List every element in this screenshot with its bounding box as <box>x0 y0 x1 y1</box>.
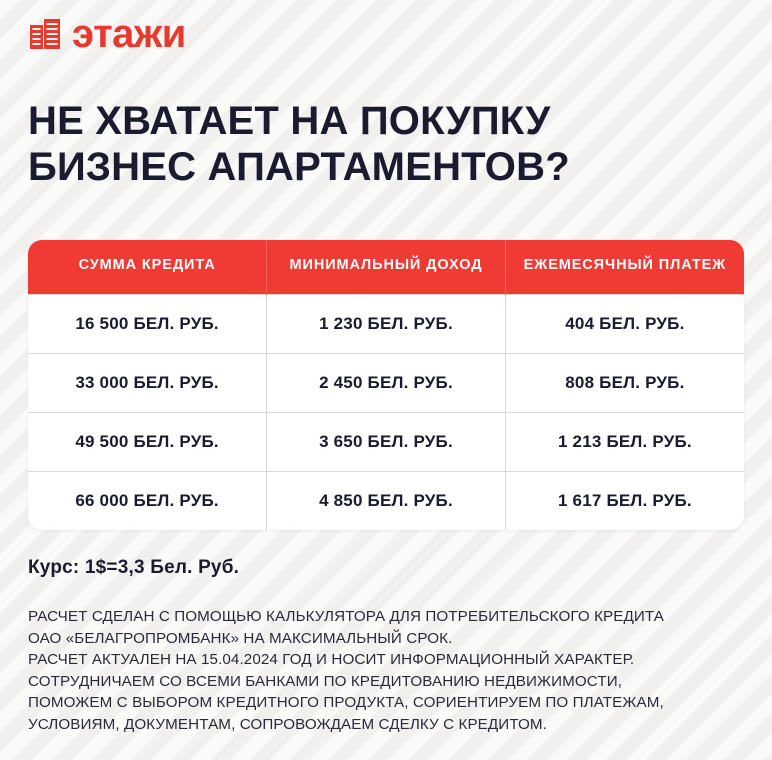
cell-credit-sum: 49 500 БЕЛ. РУБ. <box>28 412 267 471</box>
column-header-credit-sum: СУММА КРЕДИТА <box>28 240 267 294</box>
table-row <box>28 471 744 530</box>
credit-table <box>28 240 744 530</box>
cell-credit-sum: 66 000 БЕЛ. РУБ. <box>28 471 267 530</box>
exchange-rate-note: Курс: 1$=3,3 Бел. Руб. <box>28 557 240 578</box>
cell-credit-sum: 16 500 БЕЛ. РУБ. <box>28 294 267 353</box>
cell-min-income: 2 450 БЕЛ. РУБ. <box>267 353 506 412</box>
cell-credit-sum: 33 000 БЕЛ. РУБ. <box>28 353 267 412</box>
brand-logo <box>28 14 186 54</box>
column-header-monthly-payment: ЕЖЕМЕСЯЧНЫЙ ПЛАТЕЖ <box>505 240 744 294</box>
headline-line-1: НЕ ХВАТАЕТ НА ПОКУПКУ <box>28 99 551 143</box>
table-row <box>28 412 744 471</box>
building-logo-icon <box>28 17 62 51</box>
cell-monthly-payment: 404 БЕЛ. РУБ. <box>505 294 744 353</box>
disclaimer-line-1: РАСЧЕТ СДЕЛАН С ПОМОЩЬЮ КАЛЬКУЛЯТОРА ДЛЯ ПОТРЕБИТЕЛЬСКОГО КРЕДИТА <box>28 608 664 625</box>
disclaimer-line-3: РАСЧЕТ АКТУАЛЕН НА 15.04.2024 ГОД И НОСИТ ИНФОРМАЦИОННЫЙ ХАРАКТЕР. <box>28 651 635 669</box>
table-header-row <box>28 240 744 294</box>
cell-min-income: 4 850 БЕЛ. РУБ. <box>267 471 506 530</box>
table-row <box>28 294 744 353</box>
disclaimer-line-5: ПОМОЖЕМ С ВЫБОРОМ КРЕДИТНОГО ПРОДУКТА, СОРИЕНТИРУЕМ ПО ПЛАТЕЖАМ, <box>28 694 664 712</box>
disclaimer-text <box>28 606 744 735</box>
disclaimer-line-6: УСЛОВИЯМ, ДОКУМЕНТАМ, СОПРОВОЖДАЕМ СДЕЛКУ С КРЕДИТОМ. <box>28 715 547 733</box>
table-row <box>28 353 744 412</box>
disclaimer-line-4: СОТРУДНИЧАЕМ СО ВСЕМИ БАНКАМИ ПО КРЕДИТОВАНИЮ НЕДВИЖИМОСТИ, <box>28 672 623 690</box>
disclaimer-line-2: ОАО «БЕЛАГРОПРОМБАНК» НА МАКСИМАЛЬНЫЙ СРОК. <box>28 629 453 647</box>
cell-min-income: 3 650 БЕЛ. РУБ. <box>267 412 506 471</box>
brand-name: этажи <box>72 12 186 56</box>
headline-line-2: БИЗНЕС АПАРТАМЕНТОВ? <box>28 145 570 190</box>
page-title <box>28 98 738 191</box>
cell-monthly-payment: 1 213 БЕЛ. РУБ. <box>505 412 744 471</box>
cell-monthly-payment: 808 БЕЛ. РУБ. <box>505 353 744 412</box>
column-header-min-income: МИНИМАЛЬНЫЙ ДОХОД <box>267 240 506 294</box>
cell-min-income: 1 230 БЕЛ. РУБ. <box>267 294 506 353</box>
cell-monthly-payment: 1 617 БЕЛ. РУБ. <box>505 471 744 530</box>
